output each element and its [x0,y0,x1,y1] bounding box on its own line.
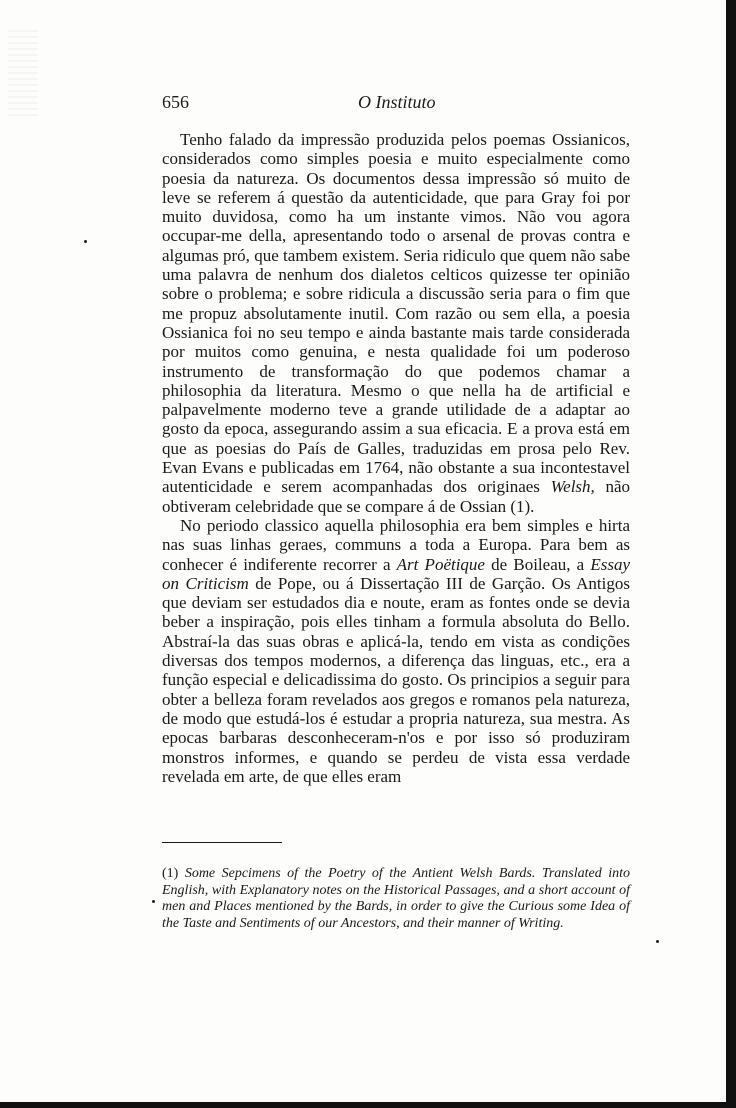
paragraph-2 [162,516,630,786]
footnote-divider [162,842,282,843]
paragraph-1-text-a: Tenho falado da impressão produzida pelos poemas Ossianicos, considerados como simples poesia e muito especialmente como poesia da natureza. Os documentos dessa impressão só muito de leve se referem á questão da autenticidade, que para Gray foi por muito duvidosa, como ha um instante vimos. Não vou agora occupar-me della, apresentando todo o arsenal de provas contra e algumas pró, que tambem existem. Seria ridiculo que quem não sabe uma palavra de nenhum dos dialetos celticos quizesse ter opinião sobre o problema; e sobre ridicula a discussão seria para o fim que me propuz absolutamente inutil. Com razão ou sem ella, a poesia Ossianica foi no seu tempo e ainda bastante mais tarde considerada por muitos como genuina, e nesta qualidade foi um poderoso instrumento de transformação do que podemos chamar a philosophia da literatura. Mesmo o que nella ha de artificial e palpavelmente moderno teve a grande utilidade de a adaptar ao gosto da epoca, assegurando assim a sua eficacia. E a prova está em que as poesias do País de Galles, traduzidas em prosa pelo Rev. Evan Evans e publicadas em 1764, não obstante a sua incontestavel autenticidade e serem acompanhadas dos originaes [162,130,630,497]
scan-dot [152,900,155,903]
paragraph-2-text-a: No periodo classico aquella philosophia era bem simples e hirta nas suas linhas geraes, communs a toda a Europa. Para bem as conhecer é indiferente recorrer a [162,515,630,574]
footnote-number: (1) [162,866,179,881]
paragraph-1-text-b: não obtiveram celebridade que se compare á de Ossian (1). [162,477,630,516]
footnote-text: Some Sepcimens of the Poetry of the Antient Welsh Bards. Translated into English, with Explanatory notes on the Historical Passages, and a short account of men and Places mentioned by the Bards, in order to give the Curious some Idea of the Taste and Sentiments of our Ancestors, and their manner of Writing. [162,866,630,931]
body-text [162,130,630,786]
scan-dot [656,940,659,943]
paragraph-2-italic-2: Essay on Criticism [162,554,631,593]
scan-edge-bottom [0,1102,736,1108]
paragraph-2-italic-1: Art Poëtique [396,554,485,574]
paragraph-2-text-c: de Pope, ou á Dissertação III de Garção. Os Antigos que deviam ser estudados dia e noute, eram as fontes onde se devia beber a inspiração, pois elles tinham a formula absoluta do Bello. Abstraí-la das suas obras e aplicá-la, tendo em vista as condições diversas dos tempos modernos, a diferença das linguas, etc., era a função especial e delicadissima do gosto. Os principios a seguir para obter a belleza foram revelados aos gregos e romanos pela natureza, de modo que estudá-los é estudar a propria natureza, sua mestra. As epocas barbaras desconheceram-n'os e por isso só produziram monstros informes, e quando se perdeu de vista essa verdade revelada em arte, de que elles eram [162,573,630,786]
paragraph-1 [162,130,630,516]
page-number: 656 [162,92,189,112]
page-header [162,92,630,116]
paragraph-1-italic: Welsh, [550,477,595,497]
scan-edge-right [726,0,736,1108]
scan-dot [84,240,87,243]
paragraph-2-text-b: de Boileau, a [491,554,585,574]
scan-noise [8,30,38,120]
footnote [162,866,630,932]
running-title: O Instituto [358,92,436,112]
